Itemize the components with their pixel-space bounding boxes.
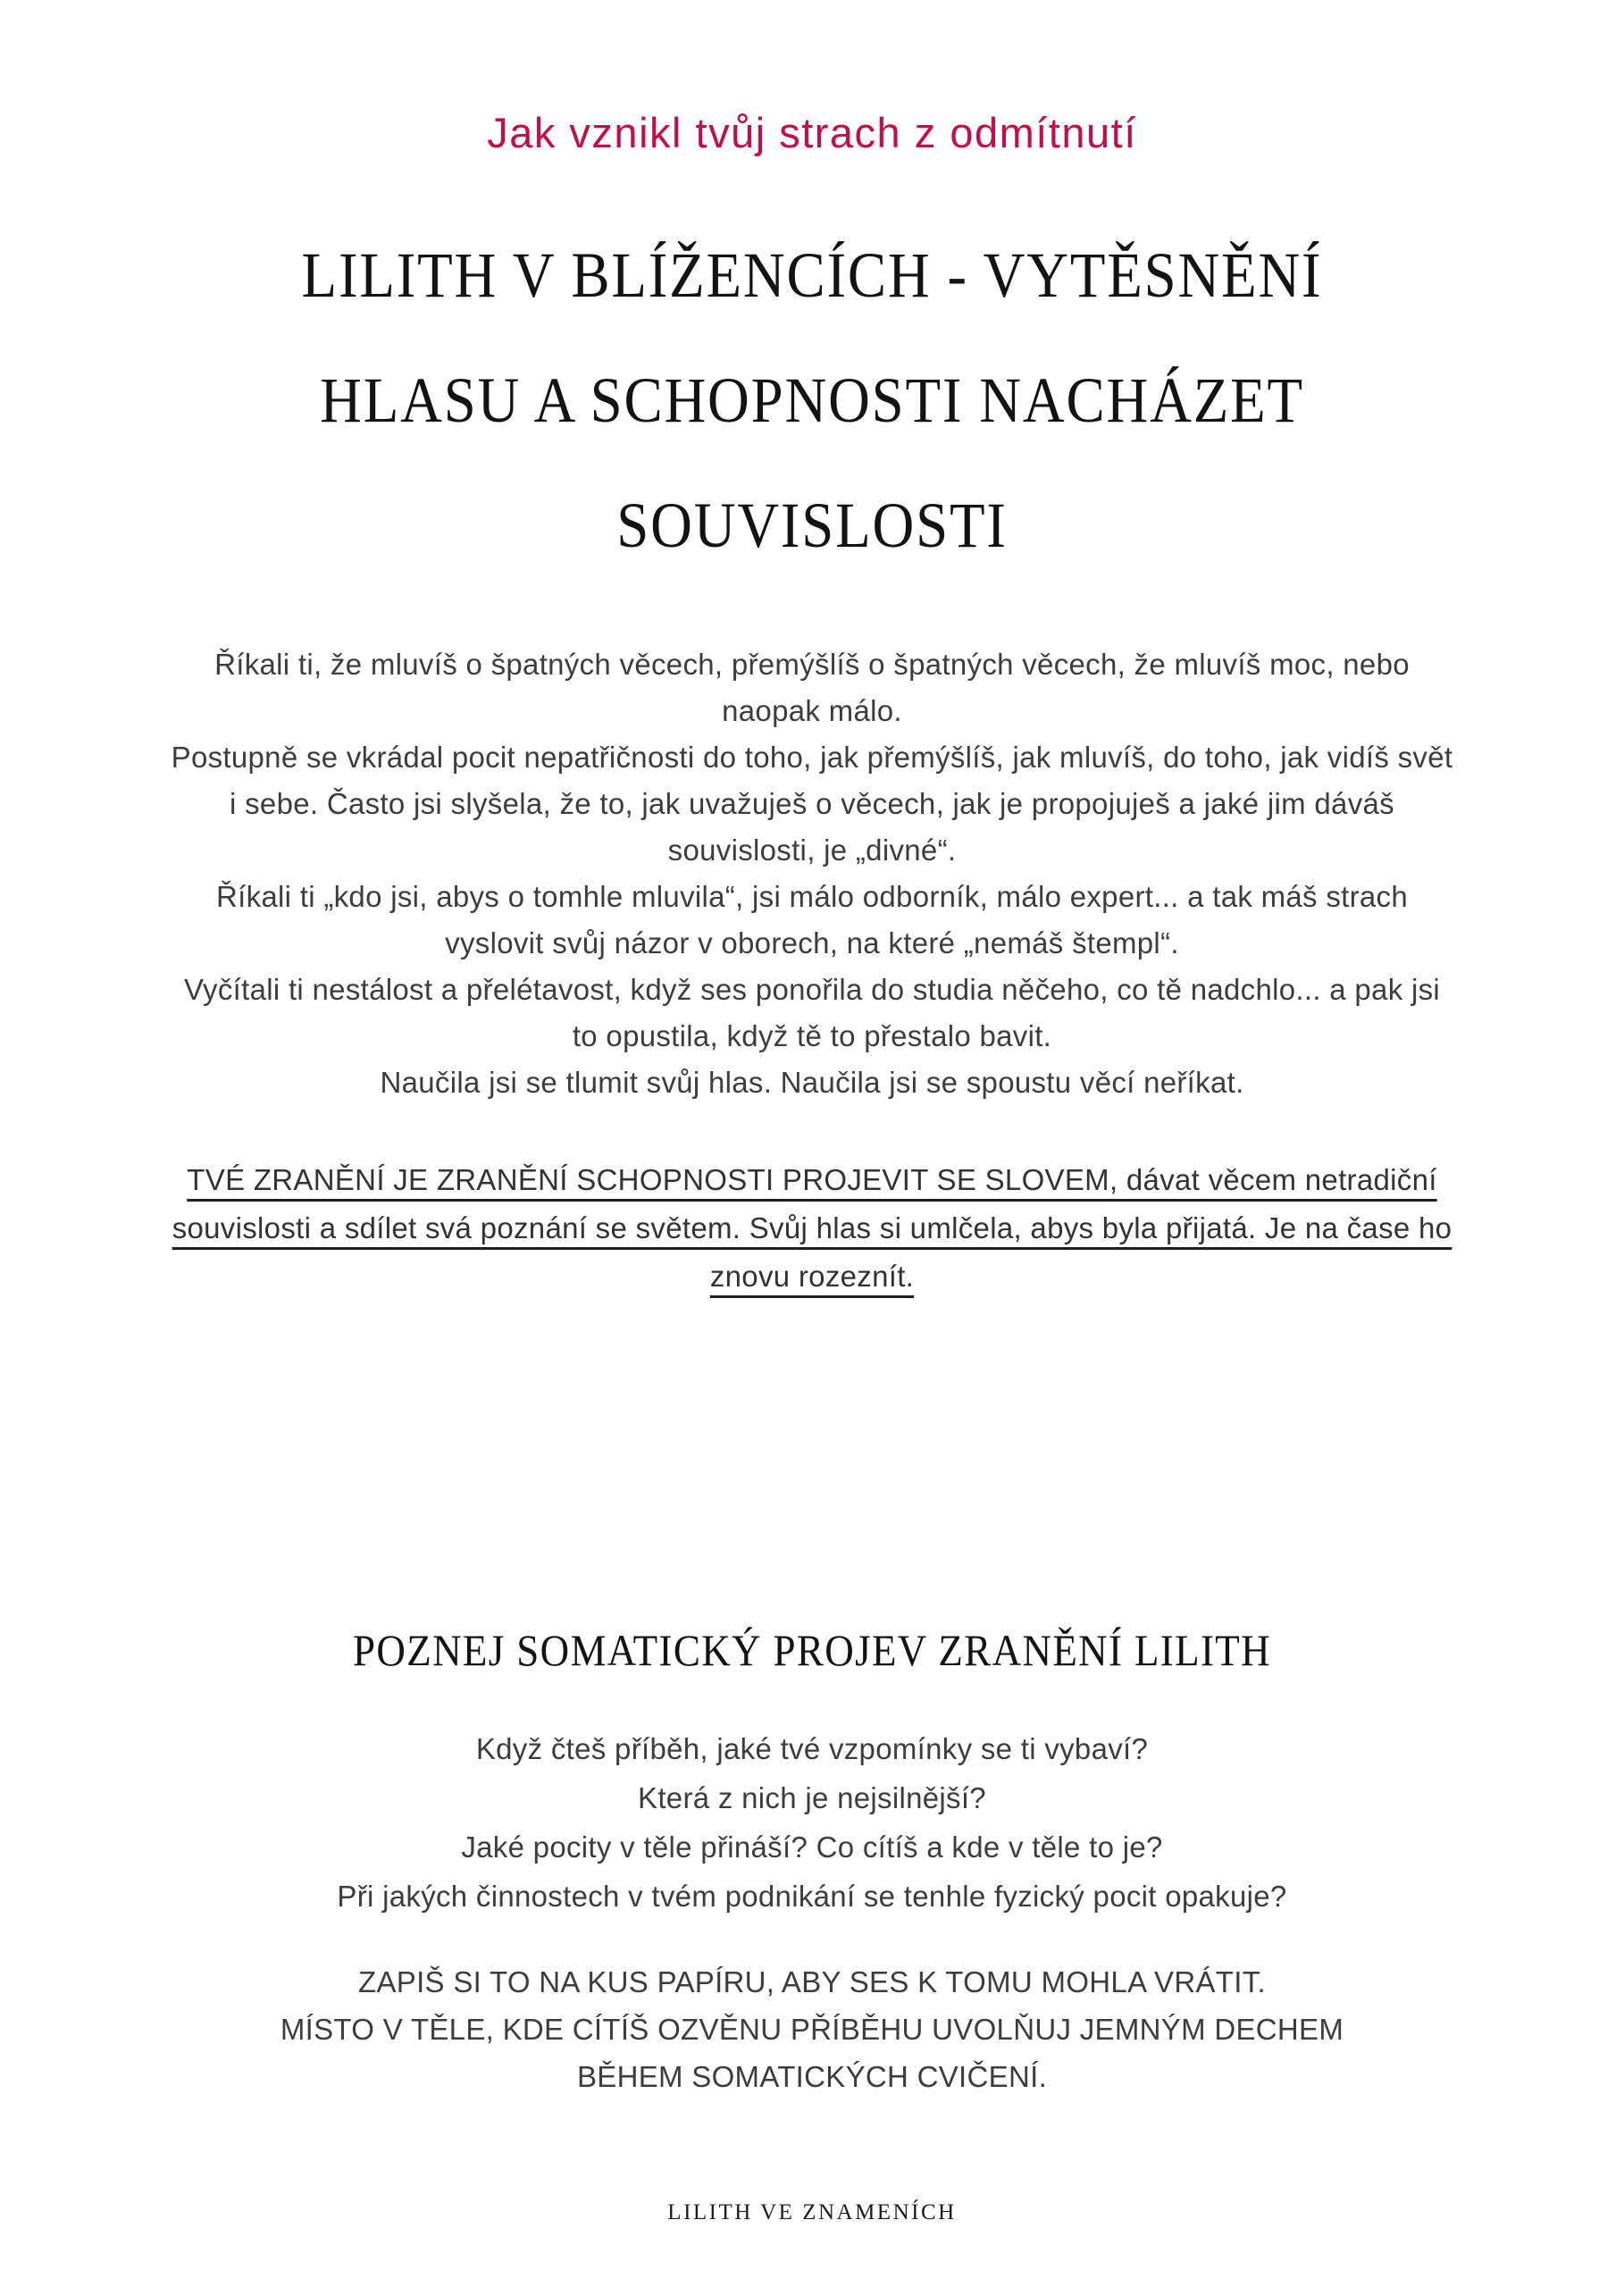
intro-line: Postupně se vkrádal pocit nepatřičnosti do toho, jak přemýšlíš, jak mluvíš, do toho, jak vidíš svět <box>171 741 1453 774</box>
intro-line: souvislosti, je „divné“. <box>667 834 957 867</box>
highlight-paragraph <box>63 1156 1561 1301</box>
intro-line: to opustila, když tě to přestalo bavit. <box>572 1019 1052 1052</box>
page-title <box>138 213 1486 588</box>
intro-line: naopak málo. <box>722 694 902 727</box>
instruction-line: ZAPIŠ SI TO NA KUS PAPÍRU, ABY SES K TOMU MOHLA VRÁTIT. <box>358 1965 1266 1998</box>
somatic-questions <box>63 1724 1561 1921</box>
intro-line: vyslovit svůj názor v oborech, na které „nemáš štempl“. <box>445 926 1179 959</box>
question-line: Jaké pocity v těle přináší? Co cítíš a kde v těle to je? <box>461 1830 1163 1864</box>
question-line: Při jakých činnostech v tvém podnikání se tenhle fyzický pocit opakuje? <box>337 1880 1287 1913</box>
highlight-line: souvislosti a sdílet svá poznání se světem. Svůj hlas si umlčela, abys byla přijatá. Je na čase ho <box>172 1211 1452 1244</box>
intro-line: i sebe. Často jsi slyšela, že to, jak uvažuješ o věcech, jak je propojuješ a jaké jim dáváš <box>230 787 1394 820</box>
somatic-instructions <box>63 1958 1561 2100</box>
somatic-section-heading: POZNEJ SOMATICKÝ PROJEV ZRANĚNÍ LILITH <box>353 1625 1271 1675</box>
instruction-line: BĚHEM SOMATICKÝCH CVIČENÍ. <box>576 2060 1048 2093</box>
footer-label: LILITH VE ZNAMENÍCH <box>667 2200 957 2224</box>
intro-line: Vyčítali ti nestálost a přelétavost, když ses ponořila do studia něčeho, co tě nadchlo... a pak jsi <box>183 973 1441 1006</box>
intro-line: Říkali ti, že mluvíš o špatných věcech, přemýšlíš o špatných věcech, že mluvíš moc, nebo <box>214 648 1410 681</box>
highlight-line: TVÉ ZRANĚNÍ JE ZRANĚNÍ SCHOPNOSTI PROJEVIT SE SLOVEM, dávat věcem netradiční <box>187 1163 1437 1196</box>
question-line: Když čteš příběh, jaké tvé vzpomínky se ti vybaví? <box>475 1732 1149 1765</box>
instruction-line: MÍSTO V TĚLE, KDE CÍTÍŠ OZVĚNU PŘÍBĚHU UVOLŇUJ JEMNÝM DECHEM <box>280 2013 1344 2046</box>
page-subtitle: Jak vznikl tvůj strach z odmítnutí <box>487 109 1137 156</box>
question-line: Která z nich je nejsilnější? <box>638 1781 986 1814</box>
highlight-line: znovu rozeznít. <box>709 1260 915 1293</box>
title-line: SOUVISLOSTI <box>616 490 1008 561</box>
intro-paragraphs <box>63 641 1561 1106</box>
title-line: LILITH V BLÍŽENCÍCH - VYTĚSNĚNÍ <box>301 239 1323 311</box>
intro-line: Naučila jsi se tlumit svůj hlas. Naučila jsi se spoustu věcí neříkat. <box>380 1066 1244 1099</box>
intro-line: Říkali ti „kdo jsi, abys o tomhle mluvila“, jsi málo odborník, málo expert... a tak máš strach <box>215 880 1408 913</box>
title-line: HLASU A SCHOPNOSTI NACHÁZET <box>320 364 1304 436</box>
